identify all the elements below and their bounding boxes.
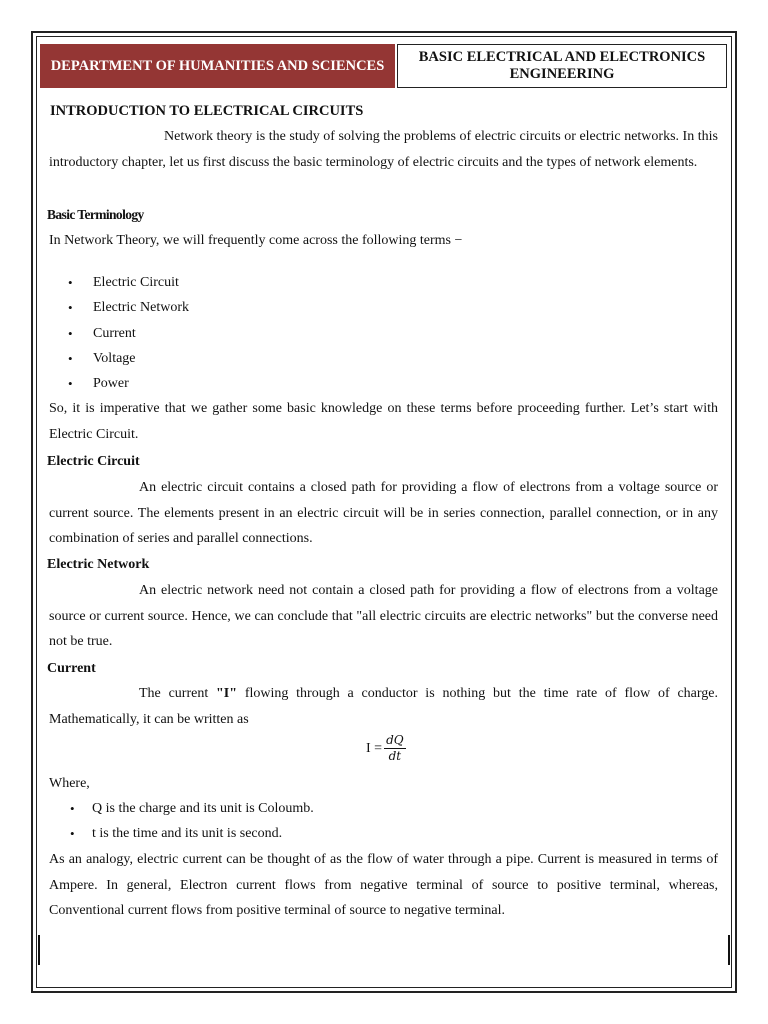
list-item: • Electric Circuit	[68, 270, 189, 295]
terminology-follow: So, it is imperative that we gather some basic knowledge on these terms before proceeding further. Let’s start with Electric Circuit.	[49, 401, 718, 442]
terms-list	[68, 270, 189, 396]
heading-electric-circuit: Electric Circuit	[47, 454, 140, 469]
list-item: • Current	[68, 321, 189, 346]
intro-paragraph: Network theory is the study of solving the problems of electric circuits or electric networks. In this introductory chapter, let us first discuss the basic terminology of electric circuits and the types of network elements.	[49, 129, 718, 170]
list-item: • Power	[68, 371, 189, 396]
formula-lhs: I =	[366, 740, 383, 756]
current-text-after: flowing through a conductor is nothing but the time rate of flow of charge. Mathematically, it can be written as	[49, 686, 718, 727]
current-text-before: The current	[139, 686, 217, 701]
electric-circuit-paragraph: An electric circuit contains a closed path for providing a flow of electrons from a voltage source or current source. The elements present in an electric circuit will be in series connection, parallel connection, or in any combination of series and parallel connections.	[49, 480, 718, 546]
formula-fraction	[384, 733, 406, 764]
left-margin-mark	[38, 935, 40, 965]
list-item: • t is the time and its unit is second.	[70, 821, 314, 846]
current-paragraph	[49, 681, 718, 732]
header-department: DEPARTMENT OF HUMANITIES AND SCIENCES	[40, 44, 395, 88]
formula-numerator: dQ	[386, 733, 404, 747]
where-label: Where,	[49, 776, 90, 791]
list-item: • Voltage	[68, 346, 189, 371]
list-item: • Q is the charge and its unit is Coloumb.	[70, 796, 314, 821]
heading-current: Current	[47, 661, 96, 676]
header-course: BASIC ELECTRICAL AND ELECTRONICS ENGINEERING	[397, 44, 727, 88]
current-formula	[366, 733, 406, 764]
page-title: INTRODUCTION TO ELECTRICAL CIRCUITS	[50, 103, 364, 119]
heading-electric-network: Electric Network	[47, 557, 150, 572]
analogy-paragraph: As an analogy, electric current can be thought of as the flow of water through a pipe. Current is measured in terms of Ampere. In general, Electron current flows from negative terminal of source to positive terminal, whereas, Conventional current flows from positive terminal of source to negative terminal.	[49, 852, 718, 918]
current-symbol: "I"	[216, 686, 238, 701]
terminology-lead: In Network Theory, we will frequently come across the following terms −	[49, 233, 463, 248]
definitions-list	[70, 796, 314, 847]
electric-network-paragraph: An electric network need not contain a closed path for providing a flow of electrons from a voltage source or current source. Hence, we can conclude that "all electric circuits are electric networks" but the converse need not be true.	[49, 583, 718, 649]
right-margin-mark	[728, 935, 730, 965]
list-item: • Electric Network	[68, 295, 189, 320]
formula-denominator: dt	[388, 749, 402, 763]
heading-basic-terminology: Basic Terminology	[47, 207, 144, 222]
